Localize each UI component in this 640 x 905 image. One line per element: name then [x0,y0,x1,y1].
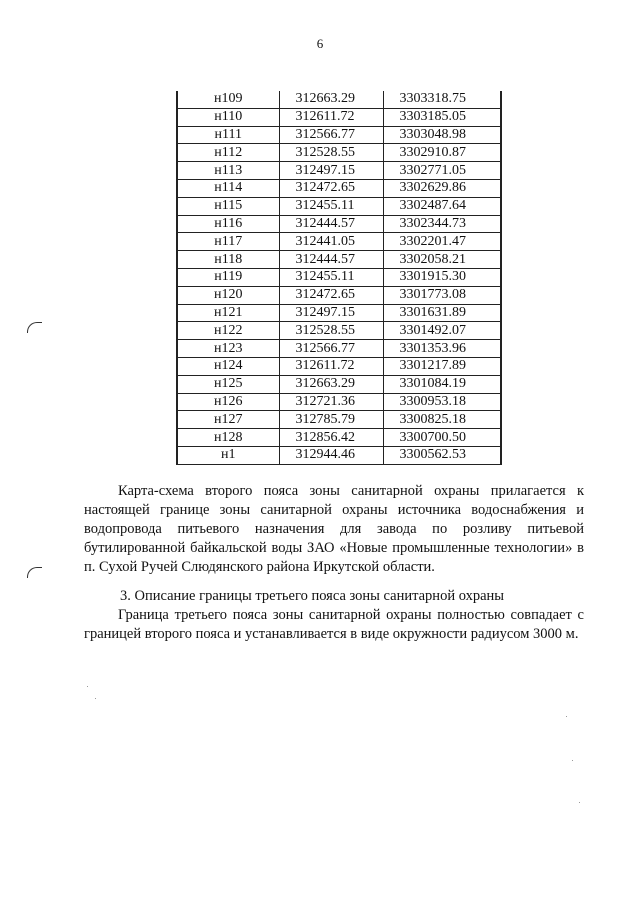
x-coordinate-cell: 312528.55 [279,144,383,162]
x-coordinate-cell: 312785.79 [279,411,383,429]
coordinates-table [176,91,502,465]
scan-speck [95,698,96,699]
scan-speck [566,716,567,717]
y-coordinate-cell: 3301631.89 [383,304,501,322]
table-row [177,375,501,393]
table-row [177,179,501,197]
table-row [177,233,501,251]
section-3-text: Граница третьего пояса зоны санитарной охраны полностью совпадает с границей второго пояса и устанавливается в виде окружности радиусом 3000 м. [84,607,584,642]
y-coordinate-cell: 3302487.64 [383,197,501,215]
x-coordinate-cell: 312472.65 [279,286,383,304]
table-row [177,126,501,144]
x-coordinate-cell: 312497.15 [279,304,383,322]
point-id-cell: н127 [177,411,279,429]
table-row [177,429,501,447]
table-row [177,268,501,286]
table-row [177,108,501,126]
section-3-heading: 3. Описание границы третьего пояса зоны санитарной охраны [120,588,505,604]
point-id-cell: н124 [177,357,279,375]
point-id-cell: н118 [177,251,279,269]
table-row [177,304,501,322]
table-row [177,197,501,215]
x-coordinate-cell: 312944.46 [279,446,383,464]
table-row [177,357,501,375]
table-row [177,144,501,162]
y-coordinate-cell: 3303185.05 [383,108,501,126]
y-coordinate-cell: 3302910.87 [383,144,501,162]
table-row [177,162,501,180]
x-coordinate-cell: 312441.05 [279,233,383,251]
point-id-cell: н121 [177,304,279,322]
table-row [177,322,501,340]
x-coordinate-cell: 312472.65 [279,179,383,197]
x-coordinate-cell: 312721.36 [279,393,383,411]
y-coordinate-cell: 3300953.18 [383,393,501,411]
x-coordinate-cell: 312528.55 [279,322,383,340]
y-coordinate-cell: 3301084.19 [383,375,501,393]
table-row [177,340,501,358]
x-coordinate-cell: 312566.77 [279,126,383,144]
coordinates-table-container [176,91,502,465]
y-coordinate-cell: 3301773.08 [383,286,501,304]
table-row [177,215,501,233]
point-id-cell: н122 [177,322,279,340]
y-coordinate-cell: 3300825.18 [383,411,501,429]
section-3-paragraph [84,606,584,644]
table-row [177,411,501,429]
table-row [177,446,501,464]
point-id-cell: н116 [177,215,279,233]
y-coordinate-cell: 3303318.75 [383,91,501,108]
point-id-cell: н128 [177,429,279,447]
table-row [177,393,501,411]
x-coordinate-cell: 312611.72 [279,357,383,375]
scan-speck [579,802,580,803]
point-id-cell: н117 [177,233,279,251]
map-scheme-paragraph [84,482,584,577]
point-id-cell: н113 [177,162,279,180]
x-coordinate-cell: 312856.42 [279,429,383,447]
point-id-cell: н110 [177,108,279,126]
table-row [177,91,501,108]
point-id-cell: н115 [177,197,279,215]
y-coordinate-cell: 3303048.98 [383,126,501,144]
point-id-cell: н120 [177,286,279,304]
table-row [177,251,501,269]
x-coordinate-cell: 312566.77 [279,340,383,358]
y-coordinate-cell: 3302771.05 [383,162,501,180]
y-coordinate-cell: 3300700.50 [383,429,501,447]
x-coordinate-cell: 312611.72 [279,108,383,126]
point-id-cell: н112 [177,144,279,162]
x-coordinate-cell: 312663.29 [279,375,383,393]
y-coordinate-cell: 3302201.47 [383,233,501,251]
map-scheme-text: Карта-схема второго пояса зоны санитарной охраны прилагается к настоящей границе зоны санитарной охраны источника водоснабжения и водопровода питьевого назначения для завода по розливу питьевой бутилированной байкальской воды ЗАО «Новые промышленные технологии» в п. Сухой Ручей Слюдянского района Иркутской области. [84,483,584,575]
point-id-cell: н111 [177,126,279,144]
x-coordinate-cell: 312444.57 [279,215,383,233]
y-coordinate-cell: 3302344.73 [383,215,501,233]
point-id-cell: н114 [177,179,279,197]
x-coordinate-cell: 312455.11 [279,197,383,215]
binding-hole-mark [27,567,42,578]
x-coordinate-cell: 312497.15 [279,162,383,180]
point-id-cell: н119 [177,268,279,286]
scan-speck [87,686,88,687]
point-id-cell: н126 [177,393,279,411]
y-coordinate-cell: 3301492.07 [383,322,501,340]
x-coordinate-cell: 312455.11 [279,268,383,286]
y-coordinate-cell: 3302058.21 [383,251,501,269]
y-coordinate-cell: 3301915.30 [383,268,501,286]
scan-speck [572,760,573,761]
y-coordinate-cell: 3301217.89 [383,357,501,375]
page-number: 6 [316,36,324,51]
y-coordinate-cell: 3302629.86 [383,179,501,197]
point-id-cell: н123 [177,340,279,358]
point-id-cell: н109 [177,91,279,108]
y-coordinate-cell: 3301353.96 [383,340,501,358]
x-coordinate-cell: 312663.29 [279,91,383,108]
point-id-cell: н1 [177,446,279,464]
point-id-cell: н125 [177,375,279,393]
y-coordinate-cell: 3300562.53 [383,446,501,464]
binding-hole-mark [27,322,42,333]
table-row [177,286,501,304]
x-coordinate-cell: 312444.57 [279,251,383,269]
